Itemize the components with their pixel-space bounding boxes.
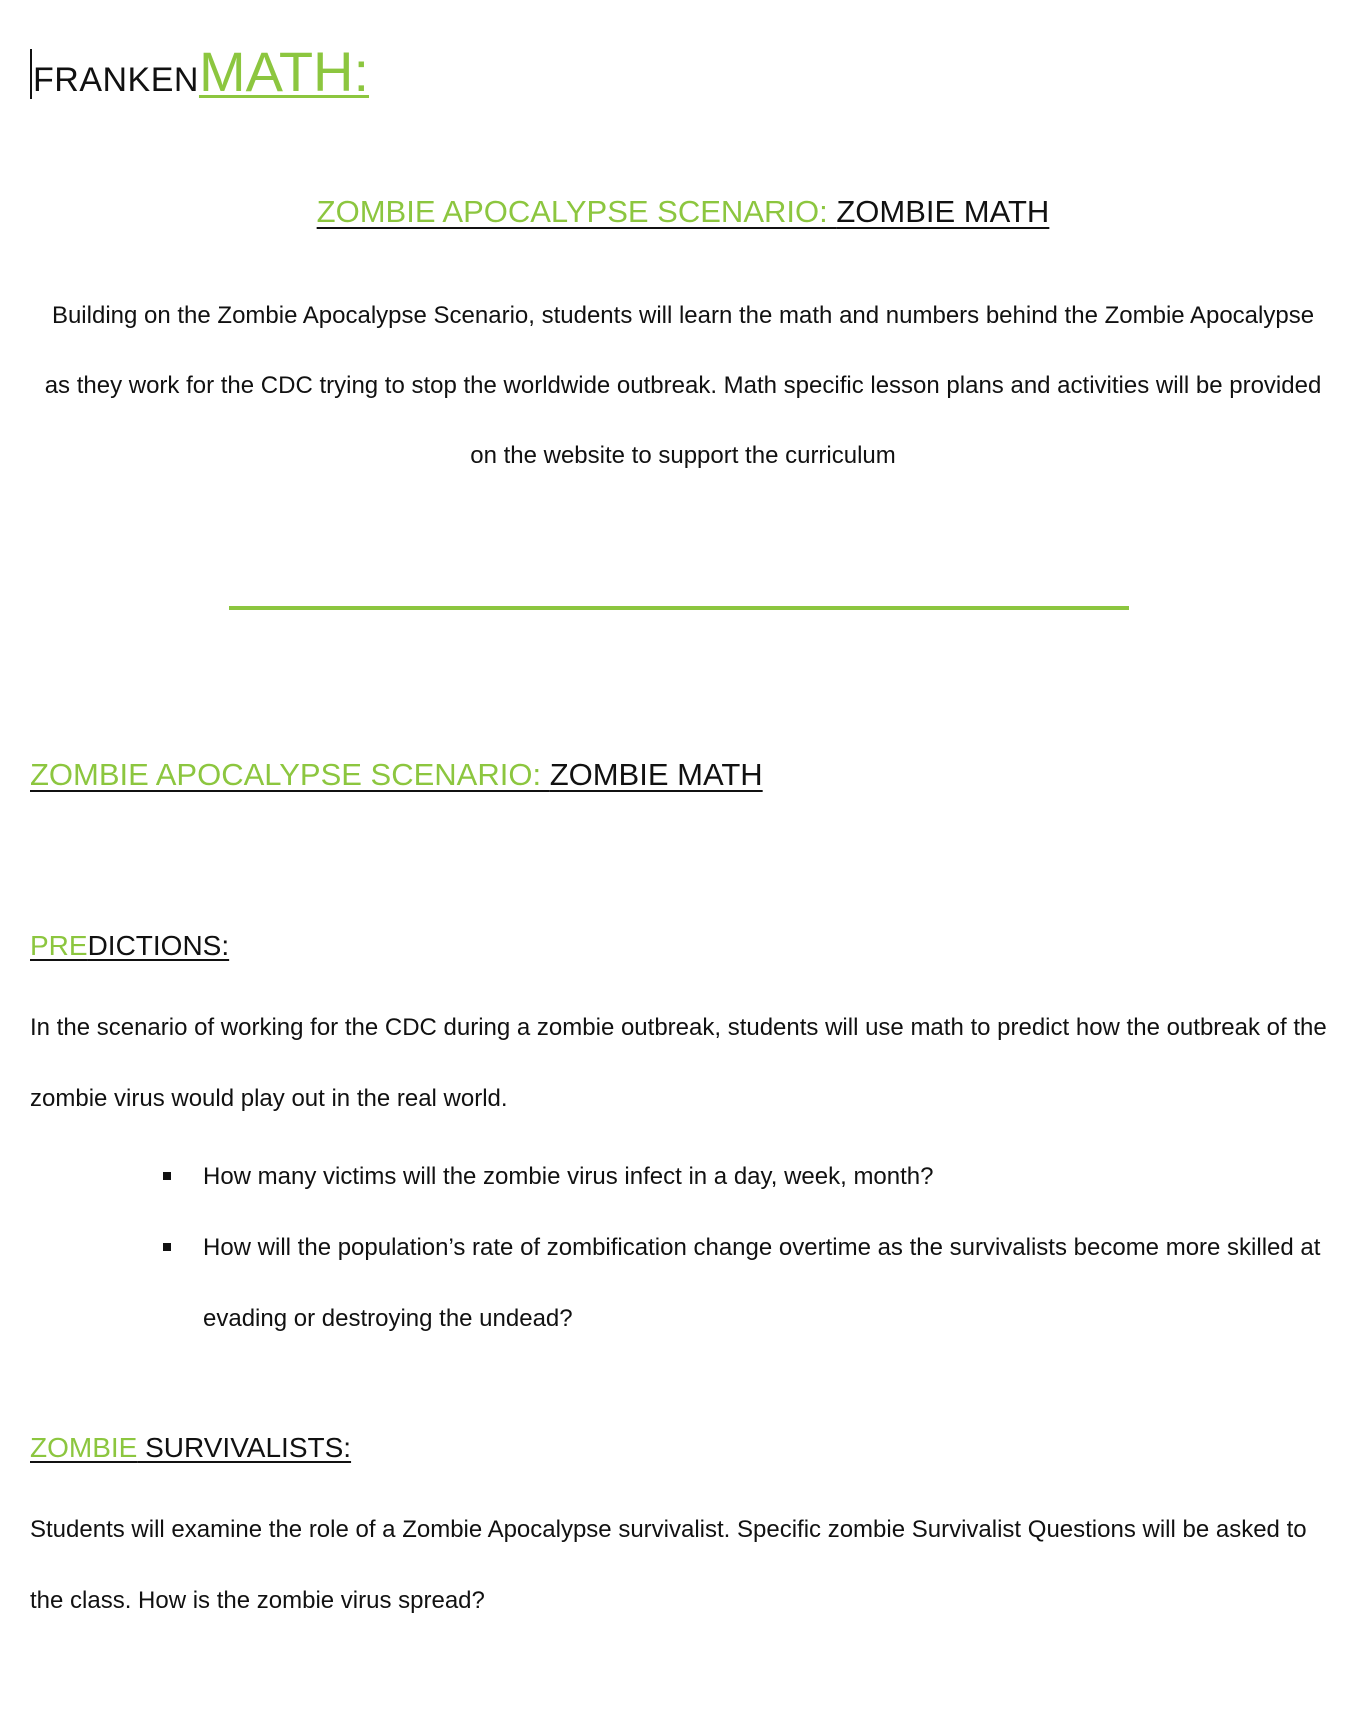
list-item-text: How many victims will the zombie virus infect in a day, week, month? bbox=[203, 1163, 934, 1190]
section-heading-left bbox=[30, 757, 763, 793]
title-franken: FRANKEN bbox=[33, 61, 199, 99]
section-heading-centered bbox=[0, 194, 1366, 230]
survivalists-heading bbox=[30, 1432, 351, 1464]
document-title bbox=[30, 40, 370, 103]
heading-black-text: ZOMBIE MATH bbox=[549, 757, 763, 792]
survivalists-heading-green: ZOMBIE bbox=[30, 1432, 138, 1463]
square-bullet-icon bbox=[163, 1243, 171, 1251]
list-item bbox=[160, 1141, 1330, 1212]
square-bullet-icon bbox=[163, 1172, 171, 1180]
section-divider bbox=[229, 606, 1129, 610]
list-item-text: How will the population’s rate of zombification change overtime as the survivalists become more skilled at evading or destroying the undead? bbox=[203, 1234, 1321, 1332]
predictions-heading-black: DICTIONS: bbox=[87, 930, 230, 961]
title-math: MATH: bbox=[198, 40, 370, 103]
heading-green-text: ZOMBIE APOCALYPSE SCENARIO: bbox=[30, 757, 550, 792]
list-item bbox=[160, 1212, 1330, 1354]
predictions-paragraph: In the scenario of working for the CDC during a zombie outbreak, students will use math to predict how the outbreak of the zombie virus would play out in the real world. bbox=[30, 1014, 1327, 1112]
survivalists-paragraph: Students will examine the role of a Zombie Apocalypse survivalist. Specific zombie Survivalist Questions will be asked to the class. How is the zombie virus spread? bbox=[30, 1516, 1307, 1614]
predictions-heading-green: PRE bbox=[30, 930, 88, 961]
intro-paragraph: Building on the Zombie Apocalypse Scenario, students will learn the math and numbers behind the Zombie Apocalypse as they work for the CDC trying to stop the worldwide outbreak. Math specific lesson plans and activities will be provided on the website to support the curriculum bbox=[44, 302, 1322, 469]
predictions-bullet-list bbox=[160, 1141, 1330, 1354]
heading-black-text: ZOMBIE MATH bbox=[836, 194, 1050, 229]
predictions-heading bbox=[30, 930, 229, 962]
heading-green-text: ZOMBIE APOCALYPSE SCENARIO: bbox=[316, 194, 837, 229]
survivalists-heading-black: SURVIVALISTS: bbox=[137, 1432, 352, 1463]
text-cursor bbox=[30, 49, 32, 99]
